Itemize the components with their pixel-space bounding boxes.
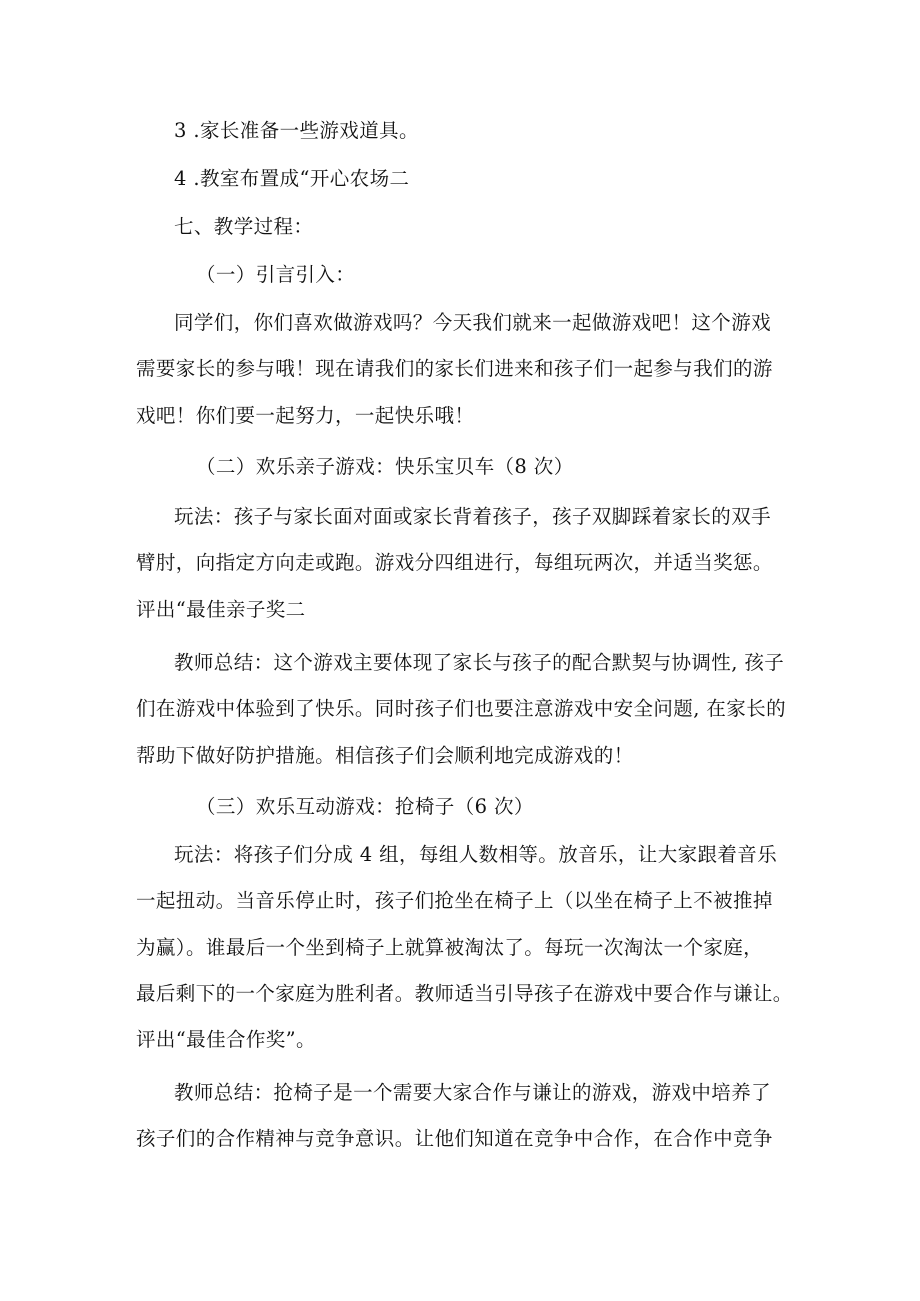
part1-paragraph xyxy=(136,300,806,439)
part3-rules-text: 玩法：将孩子们分成 4 组，每组人数相等。放音乐，让大家跟着音乐 一起扭动。当音乐停止时，孩子们抢坐在椅子上（以坐在椅子上不被推掉 为赢）。谁最后一个坐到椅子上就算被淘汰了。每玩一次淘汰一个家庭， 最后剩下的一个家庭为胜利者。教师适当引导孩子在游戏中要合作与谦让。 评出“最佳合作奖”。 xyxy=(136,843,793,1052)
part1-heading xyxy=(136,252,806,298)
part1-heading-text: （一）引言引入： xyxy=(196,263,356,286)
part2-summary-text: 教师总结：这个游戏主要体现了家长与孩子的配合默契与协调性, 孩子 们在游戏中体验到了快乐。同时孩子们也要注意游戏中安全问题, 在家长的 帮助下做好防护措施。相信孩子们会顺利地完成游戏的！ xyxy=(136,651,786,767)
part2-heading xyxy=(136,444,806,490)
part3-rules-paragraph xyxy=(136,832,806,1063)
prep-item-3-text: 3 .家长准备一些游戏道具。 xyxy=(174,119,419,142)
part3-summary-paragraph xyxy=(136,1070,806,1163)
part3-heading-text: （三）欢乐互动游戏：抢椅子（6 次） xyxy=(196,795,534,818)
part2-heading-text: （二）欢乐亲子游戏：快乐宝贝车（8 次） xyxy=(196,455,574,478)
section-heading-text: 七、教学过程： xyxy=(174,215,314,238)
section-heading xyxy=(136,204,806,250)
prep-item-3 xyxy=(136,108,806,154)
part2-rules-text: 玩法：孩子与家长面对面或家长背着孩子，孩子双脚踩着家长的双手 臂肘，向指定方向走或跑。游戏分四组进行，每组玩两次，并适当奖惩。 评出“最佳亲子奖二 xyxy=(136,505,773,621)
part3-summary-text: 教师总结：抢椅子是一个需要大家合作与谦让的游戏，游戏中培养了 孩子们的合作精神与竞争意识。让他们知道在竞争中合作，在合作中竞争 xyxy=(136,1081,773,1151)
part1-paragraph-text: 同学们，你们喜欢做游戏吗？今天我们就来一起做游戏吧！这个游戏 需要家长的参与哦！现在请我们的家长们进来和孩子们一起参与我们的游 戏吧！你们要一起努力，一起快乐哦！ xyxy=(136,311,773,427)
part2-summary-paragraph xyxy=(136,640,806,779)
part2-rules-paragraph xyxy=(136,494,806,633)
prep-item-4-text: 4 .教室布置成“开心农场二 xyxy=(174,167,410,190)
part3-heading xyxy=(136,784,806,830)
prep-item-4 xyxy=(136,156,806,202)
